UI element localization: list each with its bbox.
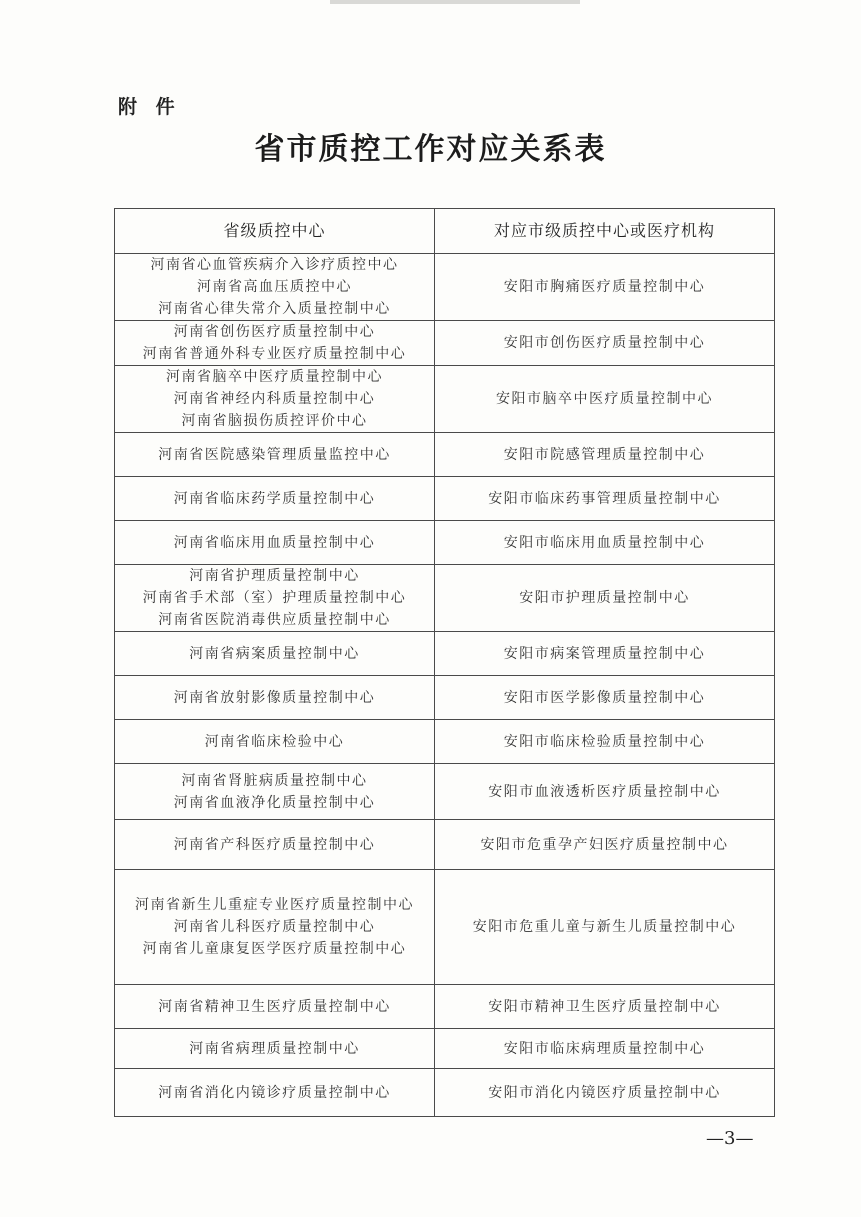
header-provincial: 省级质控中心 — [115, 209, 435, 254]
provincial-cell — [115, 676, 435, 720]
provincial-center: 河南省临床检验中心 — [204, 733, 345, 750]
table-row — [115, 477, 775, 521]
provincial-cell — [115, 764, 435, 820]
provincial-center: 河南省儿童康复医学医疗质量控制中心 — [142, 941, 407, 957]
provincial-center: 河南省病理质量控制中心 — [189, 1040, 360, 1057]
page-title: 省市质控工作对应关系表 — [254, 132, 607, 167]
provincial-cell — [115, 1069, 435, 1117]
provincial-cell — [115, 565, 435, 632]
provincial-cell — [115, 720, 435, 764]
correspondence-table — [114, 208, 775, 1117]
provincial-center: 河南省消化内镜诊疗质量控制中心 — [158, 1084, 391, 1101]
municipal-center: 安阳市危重孕产妇医疗质量控制中心 — [435, 820, 775, 870]
table-row — [115, 565, 775, 632]
table-header-row — [115, 209, 775, 254]
provincial-cell — [115, 870, 435, 985]
table-row — [115, 321, 775, 366]
provincial-center: 河南省临床药学质量控制中心 — [173, 490, 376, 507]
provincial-center: 河南省产科医疗质量控制中心 — [173, 836, 376, 853]
municipal-center: 安阳市危重儿童与新生儿质量控制中心 — [435, 870, 775, 985]
table-row — [115, 433, 775, 477]
attachment-label: 附 件 — [118, 96, 181, 118]
table-row — [115, 1029, 775, 1069]
provincial-center: 河南省临床用血质量控制中心 — [173, 534, 376, 551]
provincial-cell — [115, 321, 435, 366]
provincial-cell — [115, 366, 435, 433]
table-row — [115, 870, 775, 985]
municipal-center: 安阳市血液透析医疗质量控制中心 — [435, 764, 775, 820]
provincial-cell — [115, 254, 435, 321]
provincial-cell — [115, 820, 435, 870]
provincial-cell — [115, 521, 435, 565]
table-row — [115, 521, 775, 565]
provincial-cell — [115, 632, 435, 676]
table-row — [115, 1069, 775, 1117]
provincial-center: 河南省脑损伤质控评价中心 — [181, 413, 368, 429]
table-row — [115, 985, 775, 1029]
provincial-cell — [115, 433, 435, 477]
municipal-center: 安阳市临床用血质量控制中心 — [435, 521, 775, 565]
provincial-center: 河南省血液净化质量控制中心 — [173, 794, 376, 811]
provincial-center: 河南省新生儿重症专业医疗质量控制中心 — [135, 897, 414, 913]
municipal-center: 安阳市胸痛医疗质量控制中心 — [435, 254, 775, 321]
municipal-center: 安阳市临床检验质量控制中心 — [435, 720, 775, 764]
provincial-center: 河南省医院感染管理质量监控中心 — [158, 446, 391, 463]
municipal-center: 安阳市精神卫生医疗质量控制中心 — [435, 985, 775, 1029]
provincial-center: 河南省心律失常介入质量控制中心 — [158, 301, 391, 317]
provincial-center: 河南省手术部（室）护理质量控制中心 — [142, 590, 407, 606]
provincial-center: 河南省病案质量控制中心 — [189, 645, 360, 662]
table-row — [115, 676, 775, 720]
provincial-center: 河南省护理质量控制中心 — [189, 568, 360, 584]
page-number: —3— — [706, 1128, 754, 1149]
provincial-cell — [115, 1029, 435, 1069]
provincial-center: 河南省精神卫生医疗质量控制中心 — [158, 998, 391, 1015]
scan-edge-mark — [330, 0, 580, 4]
provincial-center: 河南省脑卒中医疗质量控制中心 — [166, 369, 383, 385]
municipal-center: 安阳市创伤医疗质量控制中心 — [435, 321, 775, 366]
provincial-center: 河南省高血压质控中心 — [197, 279, 352, 295]
municipal-center: 安阳市病案管理质量控制中心 — [435, 632, 775, 676]
provincial-center: 河南省神经内科质量控制中心 — [173, 391, 376, 407]
provincial-center: 河南省普通外科专业医疗质量控制中心 — [142, 346, 407, 362]
provincial-center: 河南省儿科医疗质量控制中心 — [173, 919, 376, 935]
provincial-cell — [115, 985, 435, 1029]
provincial-center: 河南省肾脏病质量控制中心 — [181, 772, 368, 789]
municipal-center: 安阳市脑卒中医疗质量控制中心 — [435, 366, 775, 433]
table-row — [115, 632, 775, 676]
provincial-center: 河南省医院消毒供应质量控制中心 — [158, 612, 391, 628]
table-row — [115, 254, 775, 321]
table-row — [115, 720, 775, 764]
municipal-center: 安阳市院感管理质量控制中心 — [435, 433, 775, 477]
provincial-center: 河南省心血管疾病介入诊疗质控中心 — [150, 257, 399, 273]
provincial-center: 河南省创伤医疗质量控制中心 — [173, 324, 376, 340]
table-row — [115, 820, 775, 870]
municipal-center: 安阳市护理质量控制中心 — [435, 565, 775, 632]
municipal-center: 安阳市医学影像质量控制中心 — [435, 676, 775, 720]
municipal-center: 安阳市临床药事管理质量控制中心 — [435, 477, 775, 521]
municipal-center: 安阳市消化内镜医疗质量控制中心 — [435, 1069, 775, 1117]
provincial-cell — [115, 477, 435, 521]
table-row — [115, 764, 775, 820]
provincial-center: 河南省放射影像质量控制中心 — [173, 689, 376, 706]
header-municipal: 对应市级质控中心或医疗机构 — [435, 209, 775, 254]
table-row — [115, 366, 775, 433]
municipal-center: 安阳市临床病理质量控制中心 — [435, 1029, 775, 1069]
